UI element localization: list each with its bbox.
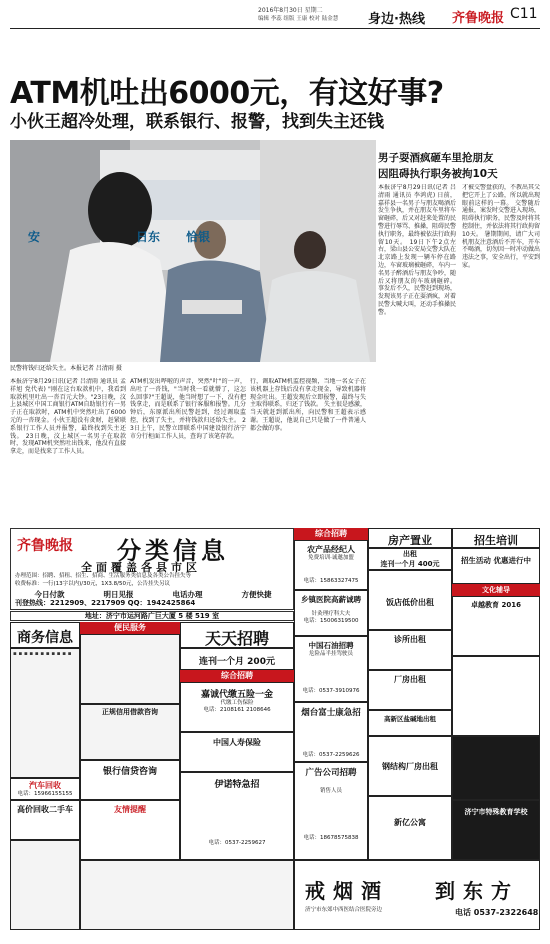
yinuote-phone: 电话：0537-2259627	[208, 840, 266, 846]
classified-subtitle: 全面覆盖各县市区	[81, 561, 201, 574]
clinic-title: 诊所出租	[394, 635, 426, 644]
enroll-title: 招生培训	[474, 534, 518, 547]
comprehensive-hiring-band: 综合招聘	[180, 670, 294, 682]
education-title: 卓越教育 2016	[471, 601, 521, 609]
photo-caption: 民警将钱归还给失主。本报记者 吕清雨 摄	[10, 365, 122, 372]
steel-title: 钢结构厂房出租	[382, 762, 438, 771]
petro-ad	[294, 636, 368, 702]
bank-sign-3: 恰银	[186, 230, 211, 244]
petro-phone: 电话：0537-3910976	[302, 688, 360, 694]
farm-title: 农产品经纪人	[307, 545, 355, 554]
comprehensive-band-2: 综合招聘	[294, 528, 368, 540]
steel-ad	[368, 736, 452, 796]
petro-title: 中国石油招聘	[308, 641, 354, 650]
realestate-title: 房产置业	[388, 534, 432, 547]
yantai-ad	[294, 702, 368, 762]
ad-company-ad	[294, 762, 368, 860]
classified-title: 分类信息	[117, 537, 229, 565]
headline-title: ATM机吐出6000元，有这好事?	[10, 76, 444, 111]
story1-col2: ATM机发出哗啦的声音，突然"叶"的一声，出吐了一沓钱，"当时我一看就懵了，这怎么回事?"王超说，他当时想了一下，没有把钱拿走，而是联系了银行客服和报警。几分钟后，东原派出所民警赶到，经过调取监控，找到了失主，并将钱款归还给失主。 23日上午，民警立即联系中国建设银行济宁市分行柜面工作人员，查询了该笔存款。	[130, 378, 246, 440]
courtyard-ad	[368, 710, 452, 736]
jining-edu-title: 济宁市特殊教育学校	[464, 808, 528, 816]
ad-company-sub: 销售人员	[319, 788, 342, 794]
training-ad-1	[452, 656, 540, 736]
commerce-list-text: ▪ ▪ ▪ ▪ ▪ ▪ ▪ ▪ ▪ ▪ ▪	[13, 651, 72, 657]
story1-col3: 行，调取ATM机监控视频，当地一名女子在该机器上存钱后没有拿走现金，导致机器将现金吐出。王超发现后立即报警，最终与失主取得联系，归还了钱款。 失主很是感激，当天就赶到派出所，向民警和王超表示感谢。王超说，他说自己只是做了一件普通人都会做的事。	[250, 378, 366, 432]
bank-sign-2: 日东	[136, 230, 161, 244]
bottom-misc-ads	[80, 860, 294, 930]
commerce-info-title: 商务信息	[17, 630, 73, 646]
farm-sub: 免费培训·诚邀加盟	[308, 555, 354, 561]
photo-illustration	[10, 140, 376, 362]
header-rule	[10, 28, 540, 29]
friends-title: 友情提醒	[114, 805, 146, 814]
car-recycle-phone: 电话：15966155155	[17, 791, 73, 797]
hotel-ad	[368, 570, 452, 630]
courtyard-title: 高新区盐碱地出租	[384, 715, 436, 723]
section-title: 身边·热线	[368, 12, 425, 27]
quit-smoke-ad	[294, 860, 540, 930]
pingan-title: 中国人寿保险	[213, 738, 261, 747]
factory-ad	[368, 670, 452, 710]
misc-ads-left	[10, 840, 80, 930]
quit-smoke-phone: 电话 0537-2322648	[455, 908, 539, 917]
education-ad	[452, 596, 540, 656]
jiacheng-sub: 代缴工伤保险	[220, 700, 254, 706]
rent-price: 连刊一个月 400元	[380, 560, 440, 568]
training-ad-dark	[452, 736, 540, 800]
enroll-ad	[452, 528, 540, 548]
ad-company-title: 广告公司招聘	[305, 768, 357, 778]
loan-title: 正规信用借款咨询	[102, 708, 158, 716]
daily-hiring-title: 天天招聘	[204, 629, 269, 648]
news-photo	[10, 140, 376, 362]
slogan-2: 明日见报	[103, 590, 134, 599]
friends-ad	[80, 800, 180, 860]
slogan-4: 方便快捷	[241, 590, 272, 599]
bank-loan-ad	[80, 760, 180, 800]
quit-smoke-address: 济宁市东郊中西医结合医院旁边	[305, 907, 383, 913]
clinic-ad	[368, 630, 452, 670]
rent-ad	[368, 548, 452, 570]
classified-logo: 齐鲁晚报	[17, 538, 73, 554]
story2-title-line2: 因阻碍执行职务被拘10天	[378, 168, 498, 180]
quit-smoke-title-2: 到东方	[435, 879, 519, 903]
story2-col2: 才被交警盘获的，不教出其父把它开上了公路，所以就出现眼前这样的一幕。 交警随后通报，案发时交警进入现场，阻碍执行职务，民警及时将其控制住，并依法将其行政拘留10天。 暑期期间，请广大司机朋友注意酒后不开车，开车不喝酒，切勿因一时冲动做出违法之事，安全出行，平安到家。	[462, 184, 540, 269]
classified-header	[10, 528, 294, 610]
jiacheng-title: 嘉诚代缴五险一金	[200, 690, 273, 700]
story2-col1: 本报济宁8月29日讯(记者 吕清雨 通讯员 李鸿虎) 日前，嘉祥县一名男子与朋友喝酒后发生争执，并在朋友车里将车窗砸碎，后又对赶来处置的民警进行辱骂、推搡，阻碍民警执行职务，最终被依法行政拘留10天。 19日下午2点左右，梁山县公安局交警大队在北京路上发现一辆车停在路边，车窗玻璃被砸碎，车内一名男子醉酒后与朋友争吵，随后又将朋友的车玻璃砸碎。 事发后不久，民警赶到现场，发现该男子正在耍酒疯，对着民警大喊大叫，还动手推搡民警。	[378, 184, 456, 316]
slogan-1: 今日付款	[34, 590, 65, 599]
bank-sign: 安	[28, 230, 41, 244]
editor-line: 编辑 李蕊 组版 王康 校对 陆金慧	[258, 16, 339, 22]
xinyi-title: 新亿公寓	[394, 818, 426, 827]
factory-title: 厂房出租	[394, 675, 426, 684]
used-car-ad	[10, 800, 80, 840]
ad-company-phone: 电话：18678575838	[303, 835, 359, 841]
hospital-title: 乡镇医院高薪诚聘	[301, 595, 361, 604]
yinuote-ad	[180, 772, 294, 860]
date-line: 2016年8月30日 星期二	[258, 7, 323, 14]
hospital-phone: 电话：15006319500	[303, 618, 359, 624]
page-number: C11	[510, 6, 538, 22]
daily-hiring-price-ad	[180, 648, 294, 670]
convenience-list	[80, 634, 180, 704]
hospital-ad	[294, 590, 368, 636]
commerce-info-ad	[10, 622, 80, 648]
classified-scope: 办理范围：招聘、招租、招生、招商、生活服务类信息及各类公告挂失等	[15, 573, 192, 579]
headline-subtitle: 小伙王超冷处理，联系银行、报警，找到失主还钱	[10, 112, 384, 132]
convenience-band: 便民服务	[80, 622, 180, 634]
farm-ad	[294, 540, 368, 590]
petro-sub: 危险品半挂驾驶员	[308, 651, 353, 657]
car-recycle-ad	[10, 778, 80, 800]
bank-loan-title: 银行信贷咨询	[102, 767, 157, 777]
classified-address: 地址：济宁市运河路广巨大厦 5 楼 519 室	[10, 611, 294, 621]
car-recycle-title: 汽车回收	[29, 781, 61, 790]
xinyi-ad	[368, 796, 452, 860]
culture-band: 文化辅导	[452, 584, 540, 596]
classified-phone: 刊登热线：2212909、2217909 QQ：1942425864	[15, 599, 196, 607]
realestate-ad	[368, 528, 452, 548]
hospital-sub: 针灸理疗科大夫	[311, 611, 351, 617]
summer-ad	[452, 548, 540, 584]
jiacheng-phone: 电话：2108161 2108646	[203, 707, 271, 713]
pingan-ad	[180, 732, 294, 772]
daily-hiring-ad	[180, 622, 294, 648]
yinuote-title: 伊诺特急招	[214, 780, 260, 790]
classified-price: 收费标准：一行(13字以内)/30元，1X3.8/50元，公告挂失另议	[15, 581, 171, 587]
hotel-title: 饭店低价出租	[386, 598, 434, 607]
commerce-list	[10, 648, 80, 778]
daily-hiring-price: 连刊一个月 200元	[199, 657, 275, 667]
story2-title-line1: 男子耍酒疯砸车里抢朋友	[378, 152, 494, 164]
slogan-3: 电话办理	[172, 590, 203, 599]
jiacheng-ad	[180, 682, 294, 732]
jining-edu-ad	[452, 800, 540, 860]
rent-title: 出租	[403, 550, 417, 558]
summer-title: 招生活动 优惠进行中	[460, 556, 532, 565]
farm-phone: 电话：15863327475	[303, 578, 359, 584]
paper-logo: 齐鲁晚报	[452, 11, 505, 26]
used-car-title: 高价回收二手车	[17, 805, 73, 814]
loan-ad	[80, 704, 180, 760]
story1-col1: 本报济宁8月29日讯(记者 吕清雨 通讯员 孟祥旭 党代表) "刚在这台取款机中，我看到取款机里吐出一沓百元大钞。"23日晚，汶上县城区中国工商银行ATM自助银行有一男子正在取款时，ATM机中突然吐出了6000元的一沓现金。小伙王超没有贪财，赶紧联系银行工作人员并报警，最终找到失主还钱。 23日晚，汶上城区一名男子在取款时，发现ATM机突然吐出钱来，他没有直接拿走，而是找来了工作人员。	[10, 378, 126, 456]
yantai-title: 烟台富士康急招	[301, 708, 361, 718]
yantai-phone: 电话：0537-2259626	[302, 752, 360, 758]
quit-smoke-title: 戒烟酒	[305, 879, 389, 903]
